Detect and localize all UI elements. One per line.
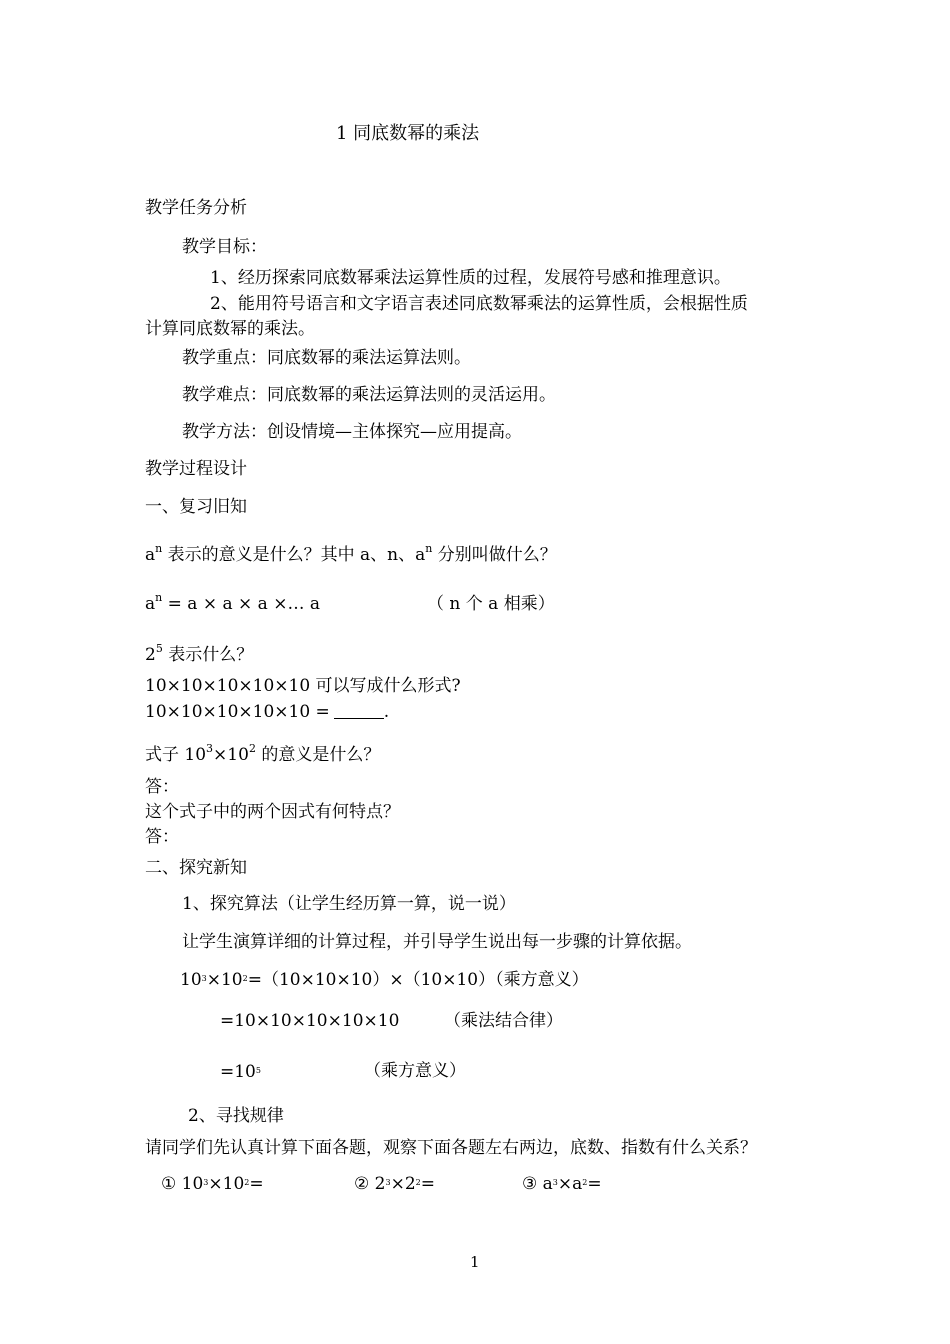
paragraph: 请同学们先认真计算下面各题，观察下面各题左右两边，底数、指数有什么关系？ [145,1138,757,1158]
page-title: 1 同底数幂的乘法 [336,123,480,144]
subsection-heading: 1、探究算法（让学生经历算一算，说一说） [182,894,516,914]
calculation-line: $=10^5$ [220,1062,261,1082]
question-line: 10×10×10×10×10 可以写成什么形式? [145,676,461,696]
calculation-line: $10^3\times 10^2=(10\times 10\times 10)\times(10\times 10)$（乘方意义） [180,970,589,990]
goal-item-continued: 计算同底数幂的乘法。 [145,319,315,339]
calculation-note: （乘法结合律） [444,1011,563,1031]
question-line: $2^5$ 表示什么？ [145,642,254,665]
question-line: 式子 $10^3\times 10^2$ 的意义是什么？ [145,742,381,765]
definition-note: （ n 个 a 相乘） [427,594,555,614]
answer-label: 答： [145,777,179,797]
section-heading: 一、复习旧知 [145,497,247,517]
question-line: 10×10×10×10×10 = . [145,702,390,722]
teaching-method: 教学方法：创设情境—主体探究—应用提高。 [182,422,522,442]
question-line: $a^n$ 表示的意义是什么？其中 a、n、$a^n$ 分别叫做什么？ [145,542,557,565]
goal-item: 2、能用符号语言和文字语言表述同底数幂乘法的运算性质，会根据性质 [210,294,748,314]
exercise-item: ③ $a^3\times a^2=$ [522,1174,602,1194]
section-heading: 二、探究新知 [145,858,247,878]
goal-heading: 教学目标： [182,237,267,257]
answer-label: 答： [145,827,179,847]
section-heading: 教学任务分析 [145,198,247,218]
section-heading: 教学过程设计 [145,459,247,479]
page-number: 1 [470,1253,480,1271]
definition-formula: $a^n = a \times a \times a$ ×… a [145,591,320,614]
difficult-point: 教学难点：同底数幂的乘法运算法则的灵活运用。 [182,385,556,405]
question-line: 这个式子中的两个因式有何特点？ [145,802,400,822]
subsection-heading: 2、寻找规律 [188,1106,284,1126]
calculation-note: （乘方意义） [364,1061,466,1081]
key-point: 教学重点：同底数幂的乘法运算法则。 [182,348,471,368]
goal-item: 1、经历探索同底数幂乘法运算性质的过程，发展符号感和推理意识。 [210,268,731,288]
exercise-item: ① $10^3\times 10^2=$ [161,1174,264,1194]
exercise-item: ② $2^3\times 2^2=$ [354,1174,435,1194]
paragraph: 让学生演算详细的计算过程，并引导学生说出每一步骤的计算依据。 [182,932,692,952]
calculation-line: =10×10×10×10×10 [220,1011,400,1031]
answer-blank [334,702,384,719]
